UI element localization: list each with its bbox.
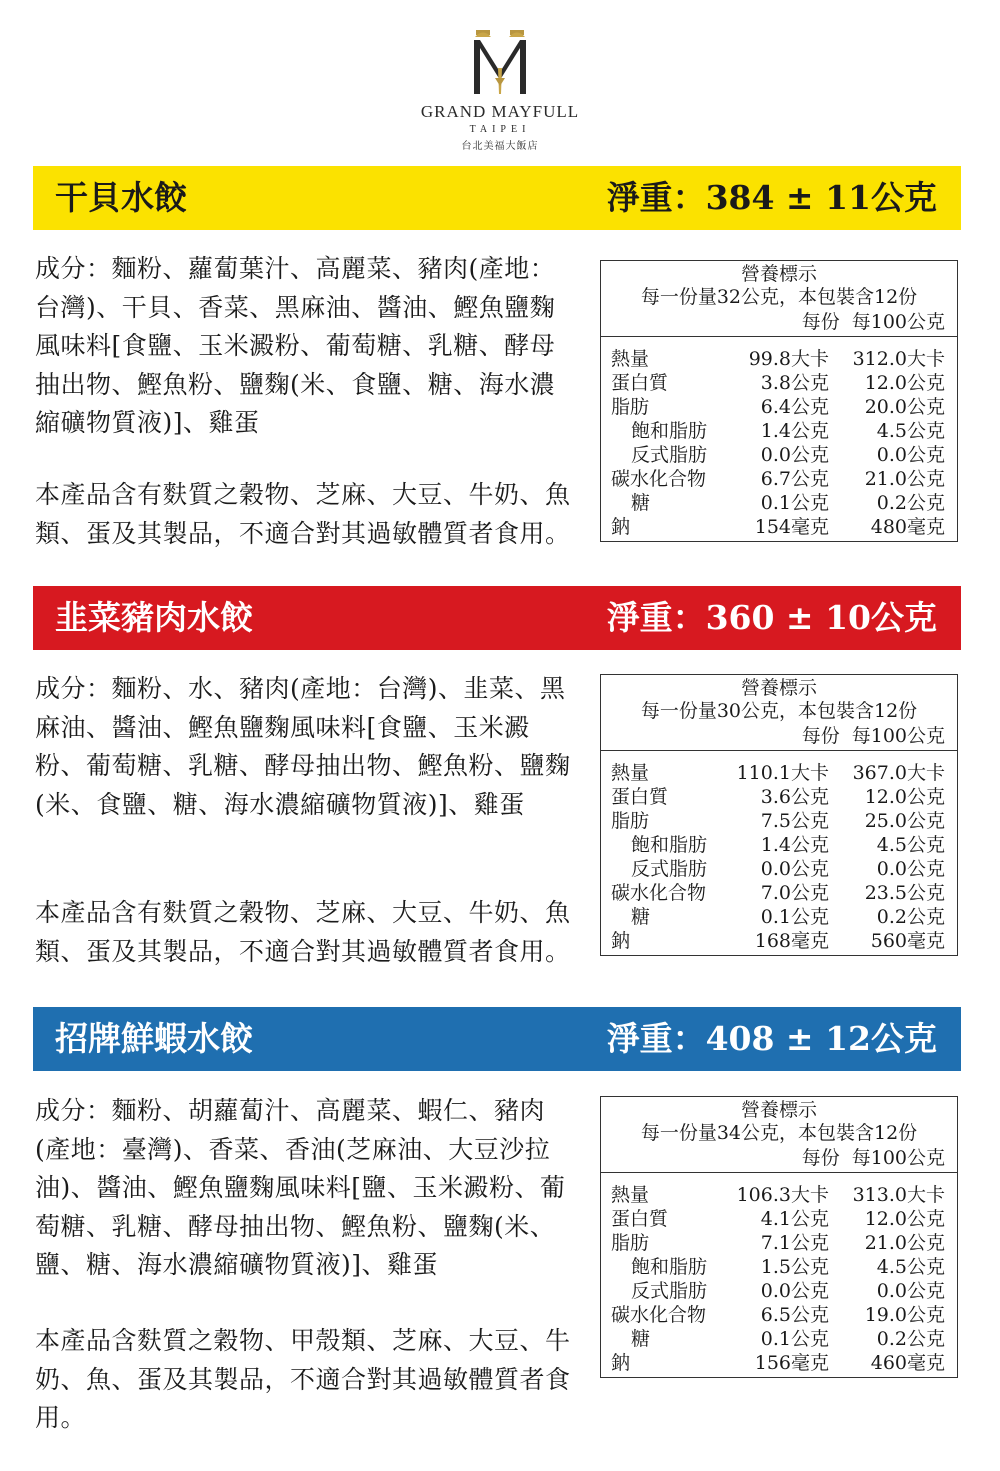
- product-name: 韭菜豬肉水餃: [55, 598, 253, 637]
- brand-city: TAIPEI: [469, 124, 531, 135]
- nutrition-rows: [601, 1173, 957, 1377]
- product-name: 干貝水餃: [55, 178, 187, 217]
- nutrition-row: 脂肪 7.5公克 25.0公克: [611, 810, 945, 832]
- nutrition-rows: [601, 751, 957, 955]
- nutrition-title: 營養標示: [740, 1099, 817, 1121]
- nutrition-row: 熱量 99.8大卡 312.0大卡: [611, 348, 945, 370]
- brand-name: GRAND MAYFULL: [420, 102, 580, 121]
- nutrition-row: 反式脂肪 0.0公克 0.0公克: [631, 1280, 945, 1302]
- nutrition-column-header: 每份 每100公克: [601, 723, 957, 751]
- crown-m-logo-icon: [465, 28, 535, 98]
- serving-info: 每一份量32公克，本包裝含12份: [640, 286, 918, 308]
- allergen-notice: 本產品含麩質之穀物、甲殼類、芝麻、大豆、牛奶、魚、蛋及其製品，不適合對其過敏體質者食用。: [35, 1326, 571, 1432]
- brand-logo: [0, 28, 1000, 152]
- nutrition-column-header: 每份 每100公克: [601, 309, 957, 337]
- nutrition-row: 鈉 168毫克 560毫克: [611, 930, 945, 952]
- nutrition-row: 熱量 110.1大卡 367.0大卡: [611, 762, 945, 784]
- allergen-notice: 本產品含有麩質之穀物、芝麻、大豆、牛奶、魚類、蛋及其製品，不適合對其過敏體質者食用。: [35, 898, 571, 966]
- nutrition-row: 飽和脂肪 1.4公克 4.5公克: [631, 834, 945, 856]
- nutrition-row: 鈉 156毫克 460毫克: [611, 1352, 945, 1374]
- nutrition-row: 熱量 106.3大卡 313.0大卡: [611, 1184, 945, 1206]
- nutrition-table: [600, 1096, 958, 1378]
- nutrition-row: 糖 0.1公克 0.2公克: [631, 1328, 945, 1350]
- nutrition-table: [600, 674, 958, 956]
- ingredients-text: 成分：麵粉、胡蘿蔔汁、高麗菜、蝦仁、豬肉(產地：臺灣)、香菜、香油(芝麻油、大豆沙拉油)、醬油、鰹魚鹽麴風味料[鹽、玉米澱粉、葡萄糖、乳糖、酵母抽出物、鰹魚粉、鹽麴(米、鹽、糖、海水濃縮礦物質液)]、雞蛋: [35, 1096, 566, 1279]
- nutrition-row: 脂肪 6.4公克 20.0公克: [611, 396, 945, 418]
- nutrition-row: 蛋白質 4.1公克 12.0公克: [611, 1208, 945, 1230]
- nutrition-row: 飽和脂肪 1.5公克 4.5公克: [631, 1256, 945, 1278]
- nutrition-row: 反式脂肪 0.0公克 0.0公克: [631, 444, 945, 466]
- nutrition-row: 糖 0.1公克 0.2公克: [631, 492, 945, 514]
- nutrition-column-header: 每份 每100公克: [601, 1145, 957, 1173]
- product-header-scallop: [33, 166, 961, 230]
- net-weight: 淨重：384 ± 11公克: [606, 178, 937, 217]
- net-weight: 淨重：408 ± 12公克: [606, 1019, 937, 1058]
- nutrition-table: [600, 260, 958, 542]
- nutrition-title: 營養標示: [740, 263, 817, 285]
- ingredients-text: 成分：麵粉、蘿蔔葉汁、高麗菜、豬肉(產地：台灣)、干貝、香菜、黑麻油、醬油、鰹魚鹽麴風味料[食鹽、玉米澱粉、葡萄糖、乳糖、酵母抽出物、鰹魚粉、鹽麴(米、食鹽、糖、海水濃縮礦物質液)]、雞蛋: [35, 254, 556, 437]
- serving-info: 每一份量34公克，本包裝含12份: [640, 1122, 918, 1144]
- product-name: 招牌鮮蝦水餃: [55, 1019, 253, 1058]
- nutrition-title: 營養標示: [740, 677, 817, 699]
- nutrition-row: 蛋白質 3.8公克 12.0公克: [611, 372, 945, 394]
- nutrition-row: 脂肪 7.1公克 21.0公克: [611, 1232, 945, 1254]
- net-weight: 淨重：360 ± 10公克: [606, 598, 937, 637]
- nutrition-row: 碳水化合物 6.7公克 21.0公克: [611, 468, 945, 490]
- allergen-notice: 本產品含有麩質之穀物、芝麻、大豆、牛奶、魚類、蛋及其製品，不適合對其過敏體質者食用。: [35, 480, 571, 548]
- nutrition-row: 糖 0.1公克 0.2公克: [631, 906, 945, 928]
- serving-info: 每一份量30公克，本包裝含12份: [640, 700, 918, 722]
- nutrition-rows: [601, 337, 957, 541]
- brand-chinese-name: 台北美福大飯店: [461, 141, 539, 152]
- nutrition-row: 飽和脂肪 1.4公克 4.5公克: [631, 420, 945, 442]
- ingredients-text: 成分：麵粉、水、豬肉(產地：台灣)、韭菜、黑麻油、醬油、鰹魚鹽麴風味料[食鹽、玉米澱粉、葡萄糖、乳糖、酵母抽出物、鰹魚粉、鹽麴(米、食鹽、糖、海水濃縮礦物質液)]、雞蛋: [35, 674, 571, 819]
- nutrition-row: 蛋白質 3.6公克 12.0公克: [611, 786, 945, 808]
- product-header-leek-pork: [33, 586, 961, 650]
- product-header-shrimp: [33, 1007, 961, 1071]
- nutrition-row: 反式脂肪 0.0公克 0.0公克: [631, 858, 945, 880]
- nutrition-row: 碳水化合物 7.0公克 23.5公克: [611, 882, 945, 904]
- nutrition-row: 鈉 154毫克 480毫克: [611, 516, 945, 538]
- nutrition-row: 碳水化合物 6.5公克 19.0公克: [611, 1304, 945, 1326]
